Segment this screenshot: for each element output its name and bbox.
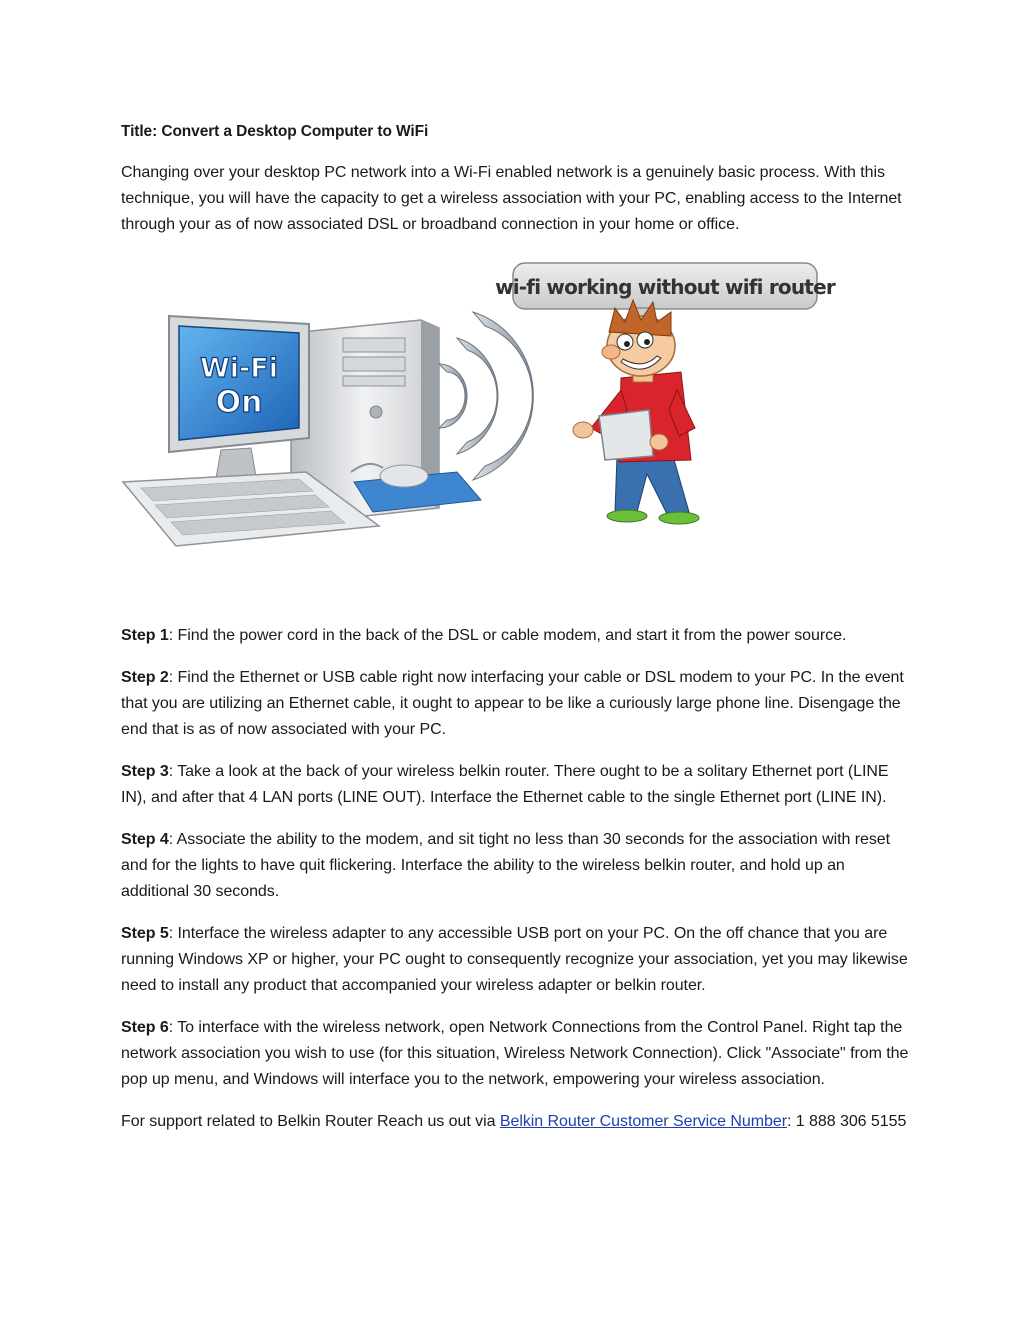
step-3-label: Step 3 [121,763,169,780]
step-6-label: Step 6 [121,1019,169,1036]
step-6-paragraph [121,1015,911,1093]
step-5-text: : Interface the wireless adapter to any accessible USB port on your PC. On the off chance that you are running Windows XP or higher, your PC ought to consequently recognize your association, yet you may likewise need to install any product that accompanied your wireless adapter or belkin router. [121,925,908,994]
step-1-label: Step 1 [121,627,169,644]
document-title: Title: Convert a Desktop Computer to WiFi [121,123,429,140]
wifi-waves-icon [439,312,533,480]
speech-bubble-text: wi-fi working without wifi router [495,275,835,299]
step-6-text: : To interface with the wireless network, open Network Connections from the Control Panel. Right tap the network association you wish to use (for this situation, Wireless Network Connection). Click "Associate" from the pop up menu, and Windows will interface you to the network, empowering your wireless association. [121,1019,909,1088]
steps-list [121,623,911,1093]
support-paragraph [121,1109,911,1135]
cartoon-man [573,300,699,524]
step-5-label: Step 5 [121,925,169,942]
step-1-text: : Find the power cord in the back of the DSL or cable modem, and start it from the power source. [168,627,847,644]
step-4-label: Step 4 [121,831,169,848]
step-2-text: : Find the Ethernet or USB cable right now interfacing your cable or DSL modem to your PC. In the event that you are utilizing an Ethernet cable, it ought to appear to be like a curiously large phone line. Disengage the end that is as of now associated with your PC. [121,669,904,738]
wifi-illustration [121,260,841,560]
step-4-text: : Associate the ability to the modem, and sit tight no less than 30 seconds for the association with reset and for the lights to have quit flickering. Interface the ability to the wireless belkin router, and hold up an additional 30 seconds. [121,831,891,900]
step-4-paragraph [121,827,911,905]
step-1-paragraph [121,623,911,649]
monitor-text-line2: On [215,385,263,420]
illustration-svg [121,260,841,560]
step-3-text: : Take a look at the back of your wireless belkin router. There ought to be a solitary Ethernet port (LINE IN), and after that 4 LAN ports (LINE OUT). Interface the Ethernet cable to the single Ethernet port (LINE IN). [121,763,889,806]
step-5-paragraph [121,921,911,999]
computer-monitor [169,316,309,498]
customer-service-link[interactable]: Belkin Router Customer Service Number [499,1113,787,1130]
monitor-text-line1: Wi-Fi [200,353,278,384]
step-3-paragraph [121,759,911,811]
step-2-paragraph [121,665,911,743]
document-body [121,121,911,1135]
support-phone: : 1 888 306 5155 [787,1113,907,1130]
intro-paragraph: Changing over your desktop PC network into a Wi-Fi enabled network is a genuinely basic process. With this technique, you will have the capacity to get a wireless association with your PC, enabling access to the Internet through your as of now associated DSL or broadband connection in your home or office. [121,164,902,233]
step-2-label: Step 2 [121,669,169,686]
support-prefix: For support related to Belkin Router Reach us out via [121,1113,500,1130]
